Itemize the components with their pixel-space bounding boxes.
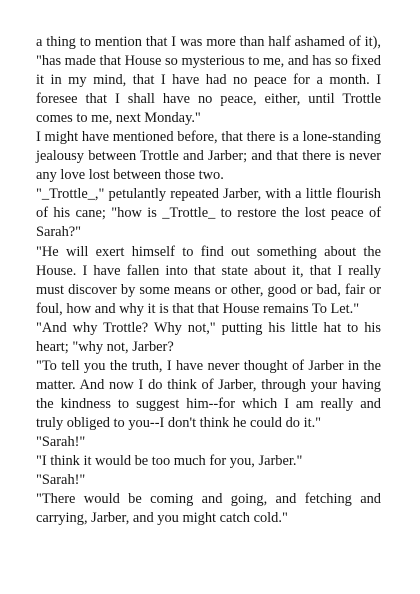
paragraph-2: I might have mentioned before, that there is a lone-standing jealousy between Trottle and Jarber; and that there is never any love lost between those two. (36, 129, 381, 184)
paragraph-4: "He will exert himself to find out something about the House. I have fallen into that state about it, that I really must discover by some means or other, good or bad, fair or foul, how and why it is that that House remains To Let." (36, 243, 381, 317)
paragraph-7: "Sarah!" (36, 433, 86, 450)
paragraph-5: "And why Trottle? Why not," putting his little hat to his heart; "why not, Jarber? (36, 319, 381, 355)
paragraph-6: "To tell you the truth, I have never thought of Jarber in the matter. And now I do think of Jarber, through your having the kindness to suggest him--for which I am really and truly obliged to you--I don't think he could do it." (36, 357, 381, 431)
paragraph-3: "_Trottle_," petulantly repeated Jarber, with a little flourish of his cane; "how is _Trottle_ to restore the lost peace of Sarah?" (36, 186, 381, 241)
paragraph-1: a thing to mention that I was more than half ashamed of it), "has made that House so mysterious to me, and has so fixed it in my mind, that I have had no peace for a month. I foresee that I shall have no peace, either, until Trottle comes to me, next Monday." (36, 34, 381, 127)
paragraph-8: "I think it would be too much for you, Jarber." (36, 453, 303, 470)
document-page (36, 33, 381, 528)
paragraph-10: "There would be coming and going, and fetching and carrying, Jarber, and you might catch cold." (36, 491, 381, 527)
paragraph-9: "Sarah!" (36, 472, 86, 489)
